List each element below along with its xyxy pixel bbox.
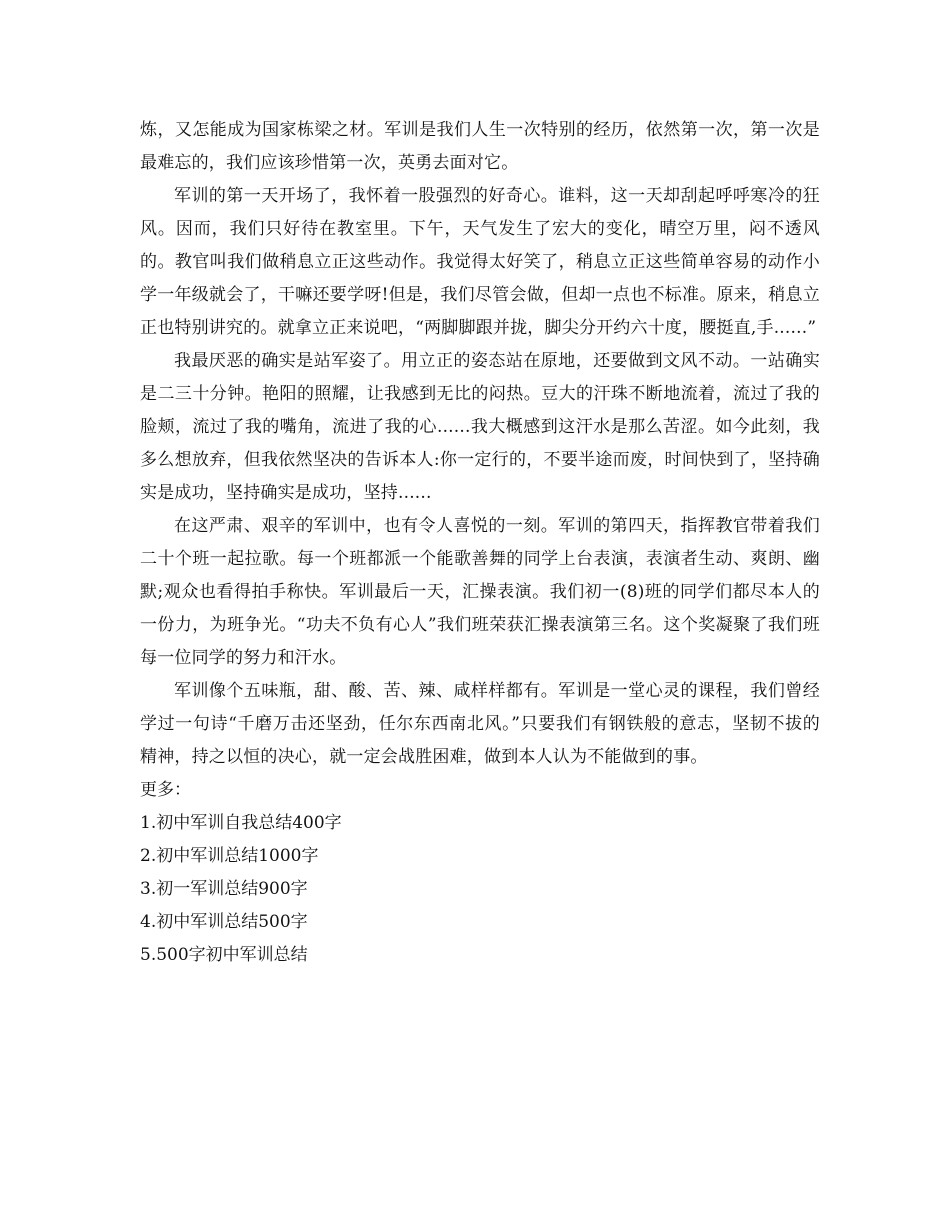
more-link-item[interactable]: 2.初中军训总结1000字 xyxy=(140,846,319,866)
paragraph-conclusion: 军训像个五味瓶，甜、酸、苦、辣、咸样样都有。军训是一堂心灵的课程，我们曾经学过一句诗“千磨万击还坚劲，任尔东西南北风。”只要我们有钢铁般的意志，坚韧不拔的精神，持之以恒的决心，就一定会战胜困难，做到本人认为不能做到的事。 xyxy=(140,681,820,767)
paragraph-standing-posture: 我最厌恶的确实是站军姿了。用立正的姿态站在原地，还要做到文风不动。一站确实是二三十分钟。艳阳的照耀，让我感到无比的闷热。豆大的汗珠不断地流着，流过了我的脸颊，流过了我的嘴角，流进了我的心......我大概感到这汗水是那么苦涩。如今此刻，我多么想放弃，但我依然坚决的告诉本人:你一定行的，不要半途而废，时间快到了，坚持确实是成功，坚持确实是成功，坚持...... xyxy=(140,351,820,503)
paragraph-first-day: 军训的第一天开场了，我怀着一股强烈的好奇心。谁料，这一天却刮起呼呼寒冷的狂风。因而，我们只好待在教室里。下午，天气发生了宏大的变化，晴空万里，闷不透风的。教官叫我们做稍息立正这些动作。我觉得太好笑了，稍息立正这些简单容易的动作小学一年级就会了，干嘛还要学呀!但是，我们尽管会做，但却一点也不标准。原来，稍息立正也特别讲究的。就拿立正来说吧，“两脚脚跟并拢，脚尖分开约六十度，腰挺直,手......” xyxy=(140,186,820,338)
more-label: 更多： xyxy=(140,780,191,800)
article-body xyxy=(140,114,820,972)
more-link-item[interactable]: 3.初一军训总结900字 xyxy=(140,879,308,899)
paragraph-singing-performance: 在这严肃、艰辛的军训中，也有令人喜悦的一刻。军训的第四天，指挥教官带着我们二十个班一起拉歌。每一个班都派一个能歌善舞的同学上台表演，表演者生动、爽朗、幽默;观众也看得拍手称快。军训最后一天，汇操表演。我们初一(8)班的同学们都尽本人的一份力，为班争光。“功夫不负有心人”我们班荣获汇操表演第三名。这个奖凝聚了我们班每一位同学的努力和汗水。 xyxy=(140,516,820,668)
paragraph-continuation: 炼，又怎能成为国家栋梁之材。军训是我们人生一次特别的经历，依然第一次，第一次是最难忘的，我们应该珍惜第一次，英勇去面对它。 xyxy=(140,120,820,173)
more-link-item[interactable]: 5.500字初中军训总结 xyxy=(140,945,308,965)
more-link-item[interactable]: 1.初中军训自我总结400字 xyxy=(140,813,342,833)
more-link-item[interactable]: 4.初中军训总结500字 xyxy=(140,912,308,932)
more-links-list xyxy=(140,807,820,972)
